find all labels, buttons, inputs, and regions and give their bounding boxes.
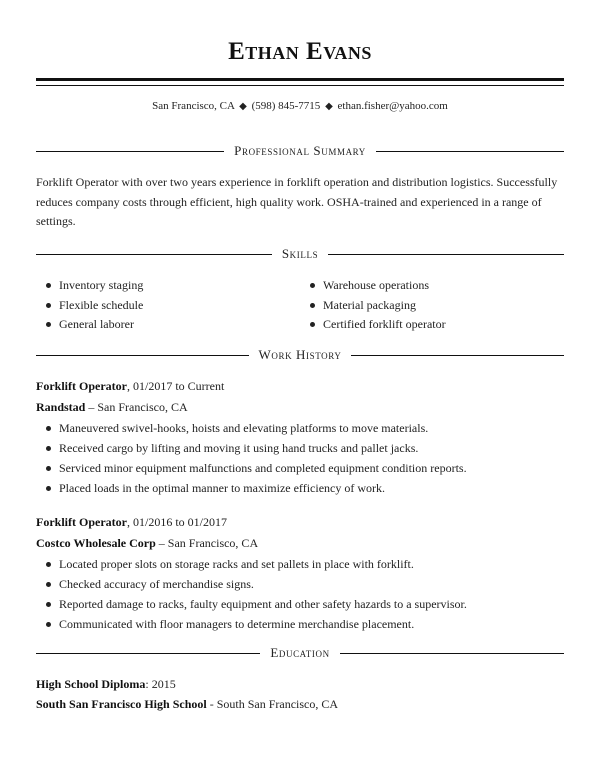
bullet-icon — [46, 426, 51, 431]
skill-label: Certified forklift operator — [323, 317, 446, 332]
divider — [36, 355, 249, 356]
divider — [376, 151, 564, 152]
job-company-line — [36, 397, 564, 418]
contact-email: ethan.fisher@yahoo.com — [337, 100, 448, 112]
section-title: Work History — [258, 347, 342, 362]
education-location: - South San Francisco, CA — [206, 697, 339, 711]
job-company: Costco Wholesale Corp — [36, 536, 156, 550]
contact-line — [0, 100, 600, 112]
contact-city: San Francisco, CA — [152, 100, 235, 112]
divider — [328, 254, 564, 255]
bullet-icon — [46, 466, 51, 471]
job-title-line — [36, 512, 564, 533]
contact-phone: (598) 845-7715 — [251, 100, 321, 112]
job-bullets — [36, 554, 564, 634]
header-rule-thick — [36, 78, 564, 81]
list-item — [46, 574, 564, 594]
section-title: Education — [270, 645, 330, 660]
bullet-icon — [46, 622, 51, 627]
section-title: Professional Summary — [234, 143, 366, 158]
skill-label: Warehouse operations — [323, 278, 429, 293]
divider — [36, 254, 272, 255]
skill-item — [310, 296, 526, 316]
job-title: Forklift Operator — [36, 515, 127, 529]
job-company: Randstad — [36, 400, 86, 414]
section-heading-summary — [36, 144, 564, 158]
section-heading-education — [36, 646, 564, 660]
bullet-text: Located proper slots on storage racks and set pallets in place with forklift. — [59, 556, 414, 571]
job-entry — [36, 512, 564, 634]
bullet-text: Communicated with floor managers to determine merchandise placement. — [59, 616, 415, 631]
bullet-icon — [46, 303, 51, 308]
education-degree-line — [36, 674, 564, 694]
skill-item — [46, 276, 310, 296]
job-title: Forklift Operator — [36, 379, 127, 393]
job-entry — [36, 376, 564, 498]
candidate-name: Ethan Evans — [228, 38, 372, 65]
bullet-text: Maneuvered swivel-hooks, hoists and elevating platforms to move materials. — [59, 420, 429, 435]
divider — [340, 653, 564, 654]
education-school-line — [36, 694, 564, 714]
education-year: : 2015 — [145, 677, 176, 691]
section-title: Skills — [281, 246, 319, 261]
diamond-icon: ◆ — [239, 101, 247, 112]
bullet-icon — [46, 486, 51, 491]
list-item — [46, 478, 564, 498]
section-heading-skills — [36, 247, 564, 261]
bullet-icon — [310, 283, 315, 288]
bullet-text: Placed loads in the optimal manner to maximize efficiency of work. — [59, 480, 386, 495]
list-item — [46, 438, 564, 458]
bullet-icon — [310, 322, 315, 327]
bullet-text: Reported damage to racks, faulty equipment and other safety hazards to a supervisor. — [59, 596, 467, 611]
divider — [36, 653, 260, 654]
list-item — [46, 554, 564, 574]
section-heading-work — [36, 348, 564, 362]
list-item — [46, 594, 564, 614]
skill-item — [310, 276, 526, 296]
job-company-line — [36, 533, 564, 554]
bullet-text: Received cargo by lifting and moving it using hand trucks and pallet jacks. — [59, 440, 419, 455]
divider — [351, 355, 564, 356]
bullet-icon — [46, 322, 51, 327]
job-location: – San Francisco, CA — [85, 400, 188, 414]
education-entry — [36, 674, 564, 714]
job-title-line — [36, 376, 564, 397]
summary-text: Forklift Operator with over two years experience in forklift operation and distribution logistics. Successfully reduces company costs through efficient, high quality work. OSHA-trained and experienced in a range of settings. — [36, 175, 558, 228]
list-item — [46, 614, 564, 634]
bullet-icon — [310, 303, 315, 308]
bullet-text: Checked accuracy of merchandise signs. — [59, 576, 254, 591]
divider — [36, 151, 224, 152]
list-item — [46, 458, 564, 478]
bullet-icon — [46, 446, 51, 451]
education-degree: High School Diploma — [36, 677, 146, 691]
skill-item — [46, 315, 310, 335]
diamond-icon: ◆ — [325, 101, 333, 112]
skill-label: Flexible schedule — [59, 297, 144, 312]
job-location: – San Francisco, CA — [155, 536, 259, 550]
job-dates: , 01/2016 to 01/2017 — [126, 515, 227, 529]
job-dates: , 01/2017 to Current — [126, 379, 225, 393]
bullet-icon — [46, 602, 51, 607]
bullet-text: Serviced minor equipment malfunctions and completed equipment condition reports. — [59, 460, 467, 475]
list-item — [46, 418, 564, 438]
skill-item — [46, 296, 310, 316]
skill-label: Material packaging — [323, 297, 416, 312]
job-bullets — [36, 418, 564, 498]
skill-item — [310, 315, 526, 335]
skill-label: General laborer — [59, 317, 134, 332]
bullet-icon — [46, 582, 51, 587]
education-school: South San Francisco High School — [36, 697, 207, 711]
header-rule-thin — [36, 85, 564, 86]
skill-label: Inventory staging — [59, 278, 144, 293]
skills-list — [46, 276, 526, 335]
bullet-icon — [46, 562, 51, 567]
bullet-icon — [46, 283, 51, 288]
